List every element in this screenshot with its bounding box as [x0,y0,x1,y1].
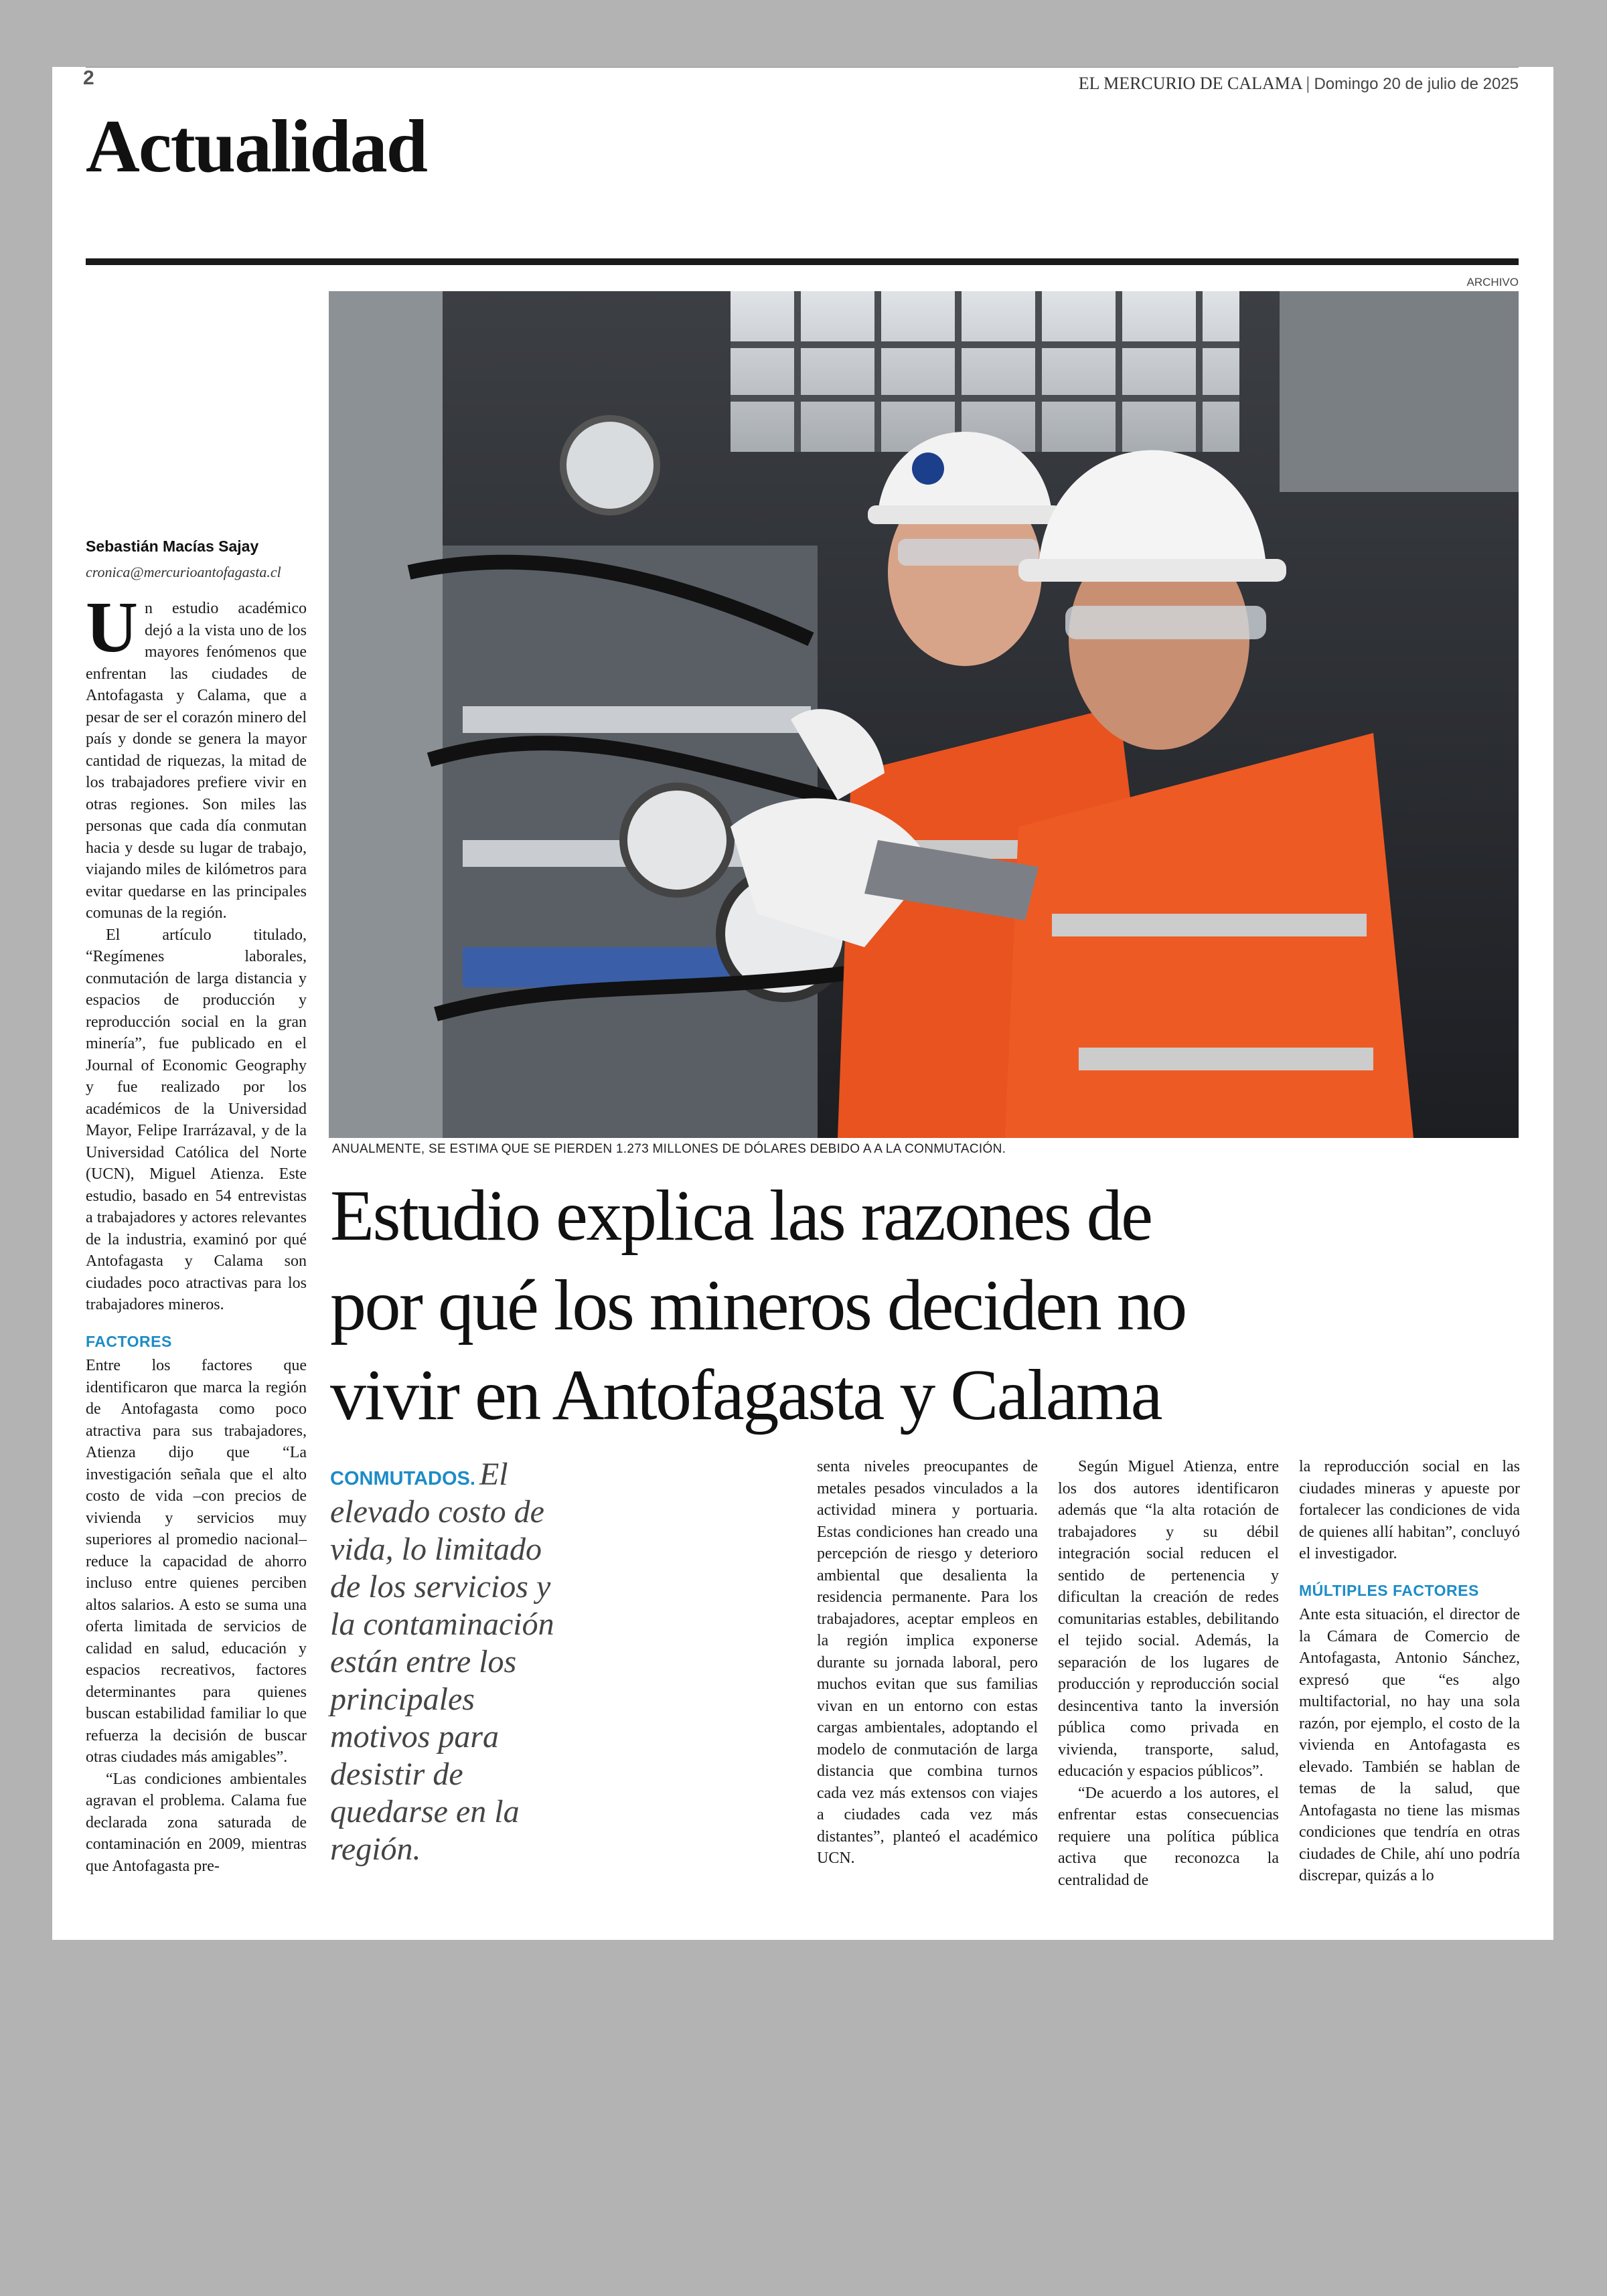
paragraph: Entre los factores que identificaron que marca la región de Antofagasta como poco atractiva para sus trabajadores, Atienza dijo que “La investigación señala que el alto costo de vida –con precios de vivienda y servicios muy superiores al promedio nacional– reduce la capacidad de ahorro incluso entre quienes perciben altos salarios. A esto se suma una oferta limitada de servicios de calidad en salud, educación y espacios recreativos, factores determinantes para quienes buscan estabilidad familiar lo que refuerza la decisión de buscar otras ciudades más amigables”. [86,1357,307,1766]
paragraph: la reproducción social en las ciudades mineras y apueste por fortalecer las condiciones de vida de quienes allí habitan”, concluyó el investigador. [1299,1458,1520,1562]
top-rule [86,67,1519,68]
paragraph [86,588,307,924]
paragraph: Según Miguel Atienza, entre los dos autores identificaron además que “la alta rotación de trabajadores y su débil integración social reducen el sentido de pertenencia y dificultan la creación de redes comunitarias estables, debilitando el tejido social. Además, la separación de los lugares de producción y reproducción social desincentiva tanto la inversión pública como privada en vivienda, transporte, salud, educación y espacios públicos”. [1058,1458,1279,1780]
photo-icon [329,291,1519,1138]
paragraph: Ante esta situación, el director de la Cámara de Comercio de Antofagasta, Antonio Sánchez, expresó que “es algo multifactorial, no hay una sola razón, por ejemplo, el costo de la vivienda en Antofagasta es elevado. También se hablan de temas de la salud, que Antofagasta no tiene las mismas condiciones que tendría en otras ciudades de Chile, ahí uno podría discrepar, quizás a lo [1299,1606,1520,1884]
column-5 [1299,1456,1520,1887]
subhead-factores: FACTORES [86,1332,172,1350]
column-3 [817,1456,1038,1870]
lead-text: El elevado costo de vida, lo limitado de los servicios y la contaminación están entre los principales motivos para desistir de quedarse en la región. [330,1457,554,1867]
author-name: Sebastián Macías Sajay [86,538,259,555]
paragraph: “Las condiciones ambientales agravan el problema. Calama fue declarada zona saturada de contaminación en 2009, mientras que Antofagasta pre- [86,1770,307,1875]
section-title: Actualidad [86,105,427,188]
photo-credit: ARCHIVO [1466,276,1519,289]
column-1 [86,536,307,1877]
section-rule [86,258,1519,265]
newspaper-page [52,67,1553,1940]
headline-line-3: vivir en Antofagasta y Calama [330,1356,1162,1435]
paragraph: “De acuerdo a los autores, el enfrentar estas consecuencias requiere una política pública activa que reconozca la centralidad de [1058,1784,1279,1889]
paragraph: El artículo titulado, “Regímenes laborales, conmutación de larga distancia y espacios de producción y reproducción social en la gran minería”, fue publicado en el Journal of Economic Geography y fue realizado por los académicos de la Universidad Mayor, Felipe Irarrázaval, y de la Universidad Católica del Norte (UCN), Miguel Atienza. Este estudio, basado en 54 entrevistas a trabajadores y actores relevantes de la industria, examinó por qué Antofagasta y Calama son ciudades poco atractivas para los trabajadores mineros. [86,926,307,1313]
author-email[interactable]: cronica@mercurioantofagasta.cl [86,563,281,580]
paragraph: senta niveles preocupantes de metales pesados vinculados a la actividad minera y portuaria. Estas condiciones han creado una percepción de riesgo y deterioro ambiental que desalienta la residencia permanente. Para los trabajadores, aceptar empleos en la región implica exponerse durante su jornada laboral, pero muchos evitan que sus familias vivan en un entorno con estas cargas ambientales, adoptando el modelo de conmutación de larga distancia que combina turnos cada vez más extensos con viajes a ciudades cada vez más distantes”, planteó el académico UCN. [817,1458,1038,1867]
lead-block [330,1456,561,1868]
lead-kicker: CONMUTADOS. [330,1468,475,1489]
drop-cap: U [86,588,138,667]
paragraph-text: n estudio académico dejó a la vista uno de los mayores fenómenos que enfrentan las ciudades de Antofagasta y Calama, que a pesar de ser el corazón minero del país y donde se genera la mayor cantidad de riquezas, la mitad de los trabajadores prefiere vivir en otras regiones. Son miles las personas que cada día conmutan hacia y desde su lugar de trabajo, viajando miles de kilómetros para evitar quedarse en las principales comunas de la región. [86,600,307,922]
page-number: 2 [83,67,94,89]
issue-date: Domingo 20 de julio de 2025 [1314,75,1519,93]
paper-name: EL MERCURIO DE CALAMA [1078,74,1302,93]
masthead-separator: | [1306,74,1314,93]
subhead-multiples-factores: MÚLTIPLES FACTORES [1299,1581,1479,1599]
masthead [1079,74,1519,94]
photo-caption: ANUALMENTE, SE ESTIMA QUE SE PIERDEN 1.273 MILLONES DE DÓLARES DEBIDO A A LA CONMUTACIÓN. [332,1142,1006,1156]
article-headline [330,1171,1522,1441]
article-photo [329,291,1519,1138]
column-4 [1058,1456,1279,1891]
headline-line-2: por qué los mineros deciden no [330,1266,1186,1345]
headline-line-1: Estudio explica las razones de [330,1176,1152,1256]
